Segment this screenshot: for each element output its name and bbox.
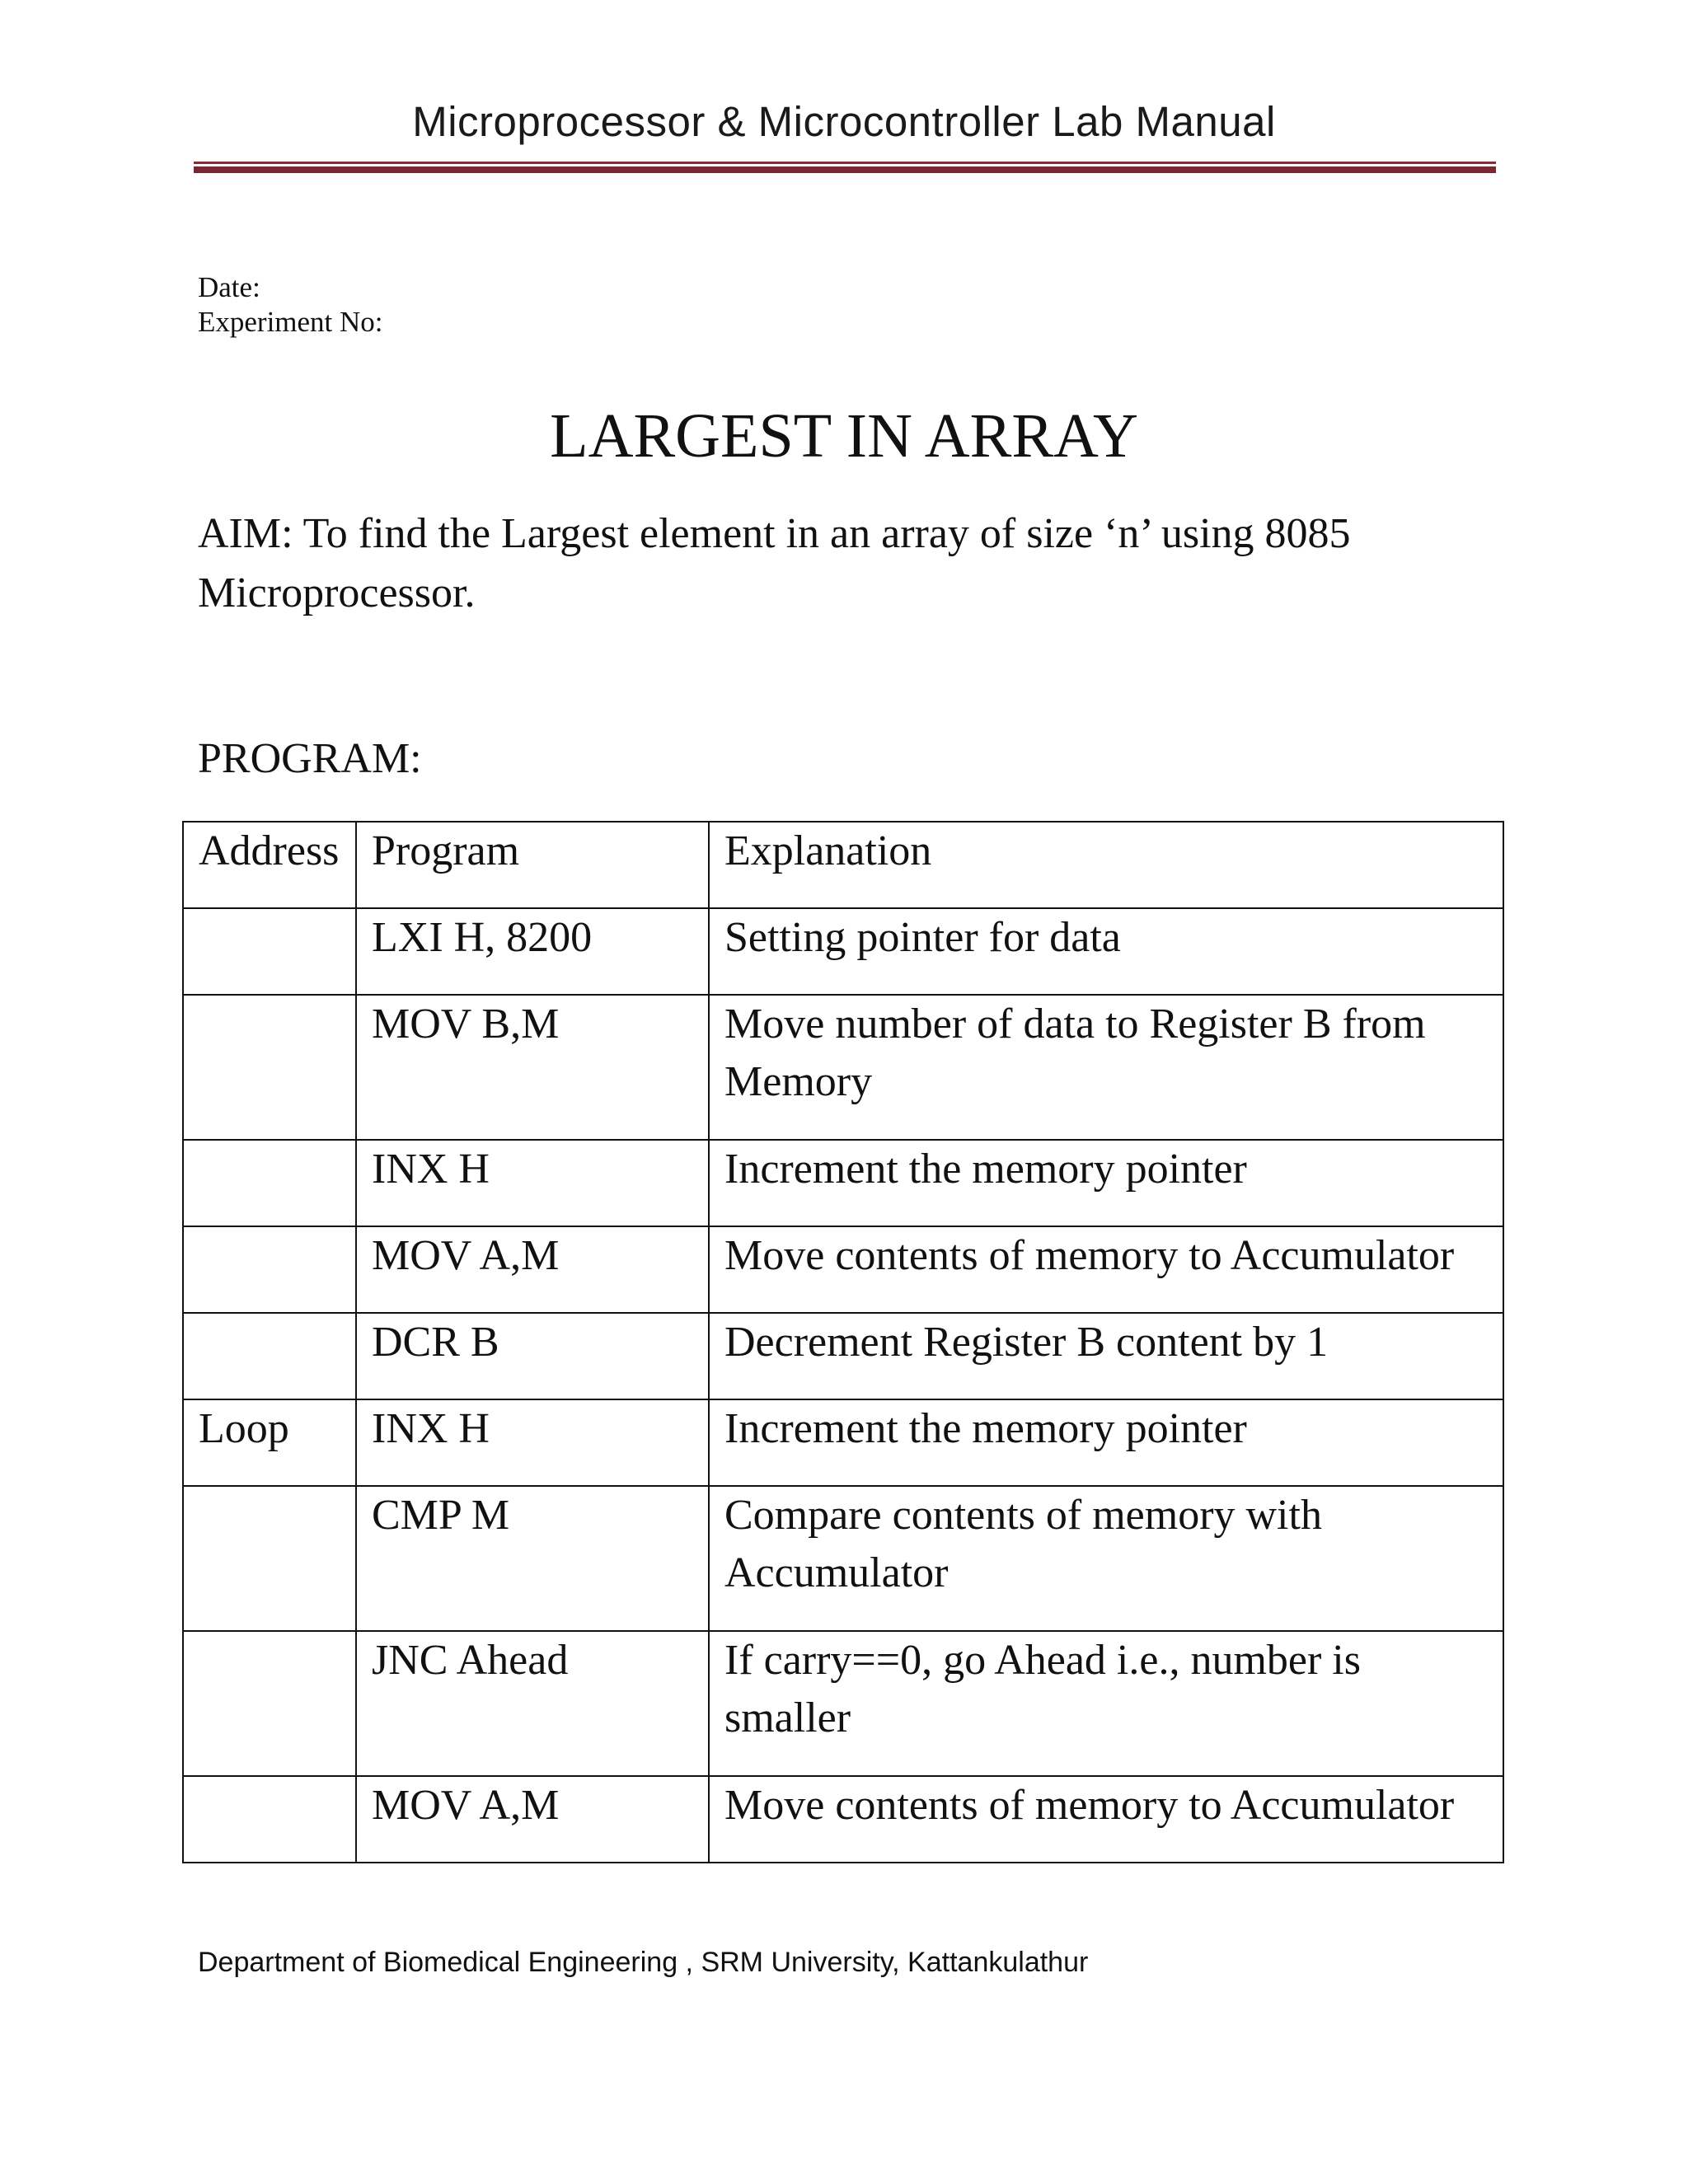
table-row [183,1226,1503,1313]
table-row [183,908,1503,995]
table-header-row [183,822,1503,908]
program-cell: JNC Ahead [356,1631,709,1776]
explanation-cell: If carry==0, go Ahead i.e., number is smaller [709,1631,1503,1776]
table-row [183,1399,1503,1486]
experiment-number-label: Experiment No: [198,306,383,338]
program-table [182,821,1504,1863]
running-header-title: Microprocessor & Microcontroller Lab Manual [412,98,1276,145]
address-cell [183,995,356,1140]
explanation-cell: Increment the memory pointer [709,1399,1503,1486]
column-header-address: Address [183,822,356,908]
column-header-program: Program [356,822,709,908]
address-cell: Loop [183,1399,356,1486]
page-footer: Department of Biomedical Engineering , SRM University, Kattankulathur [198,1947,1089,1978]
program-cell: LXI H, 8200 [356,908,709,995]
table-row [183,1631,1503,1776]
date-label: Date: [198,271,260,303]
address-cell [183,1313,356,1399]
address-cell [183,1486,356,1631]
aim-statement: AIM: To find the Largest element in an array of size ‘n’ using 8085 Microprocessor. [198,510,1351,616]
explanation-cell: Move number of data to Register B from Memory [709,995,1503,1140]
program-section-label: PROGRAM: [198,735,422,782]
table-row [183,1486,1503,1631]
program-cell: CMP M [356,1486,709,1631]
program-cell: MOV A,M [356,1776,709,1863]
program-cell: INX H [356,1399,709,1486]
address-cell [183,1776,356,1863]
address-cell [183,908,356,995]
explanation-cell: Compare contents of memory with Accumulator [709,1486,1503,1631]
explanation-cell: Increment the memory pointer [709,1140,1503,1226]
table-row [183,1313,1503,1399]
experiment-title: LARGEST IN ARRAY [550,401,1138,471]
program-cell: MOV B,M [356,995,709,1140]
table-row [183,1776,1503,1863]
explanation-cell: Decrement Register B content by 1 [709,1313,1503,1399]
explanation-cell: Move contents of memory to Accumulator [709,1226,1503,1313]
program-cell: MOV A,M [356,1226,709,1313]
column-header-explanation: Explanation [709,822,1503,908]
address-cell [183,1140,356,1226]
program-cell: DCR B [356,1313,709,1399]
program-cell: INX H [356,1140,709,1226]
address-cell [183,1631,356,1776]
explanation-cell: Setting pointer for data [709,908,1503,995]
header-rule-thick [194,166,1496,173]
header-rule-thin [194,162,1496,164]
explanation-cell: Move contents of memory to Accumulator [709,1776,1503,1863]
table-row [183,995,1503,1140]
address-cell [183,1226,356,1313]
table-row [183,1140,1503,1226]
